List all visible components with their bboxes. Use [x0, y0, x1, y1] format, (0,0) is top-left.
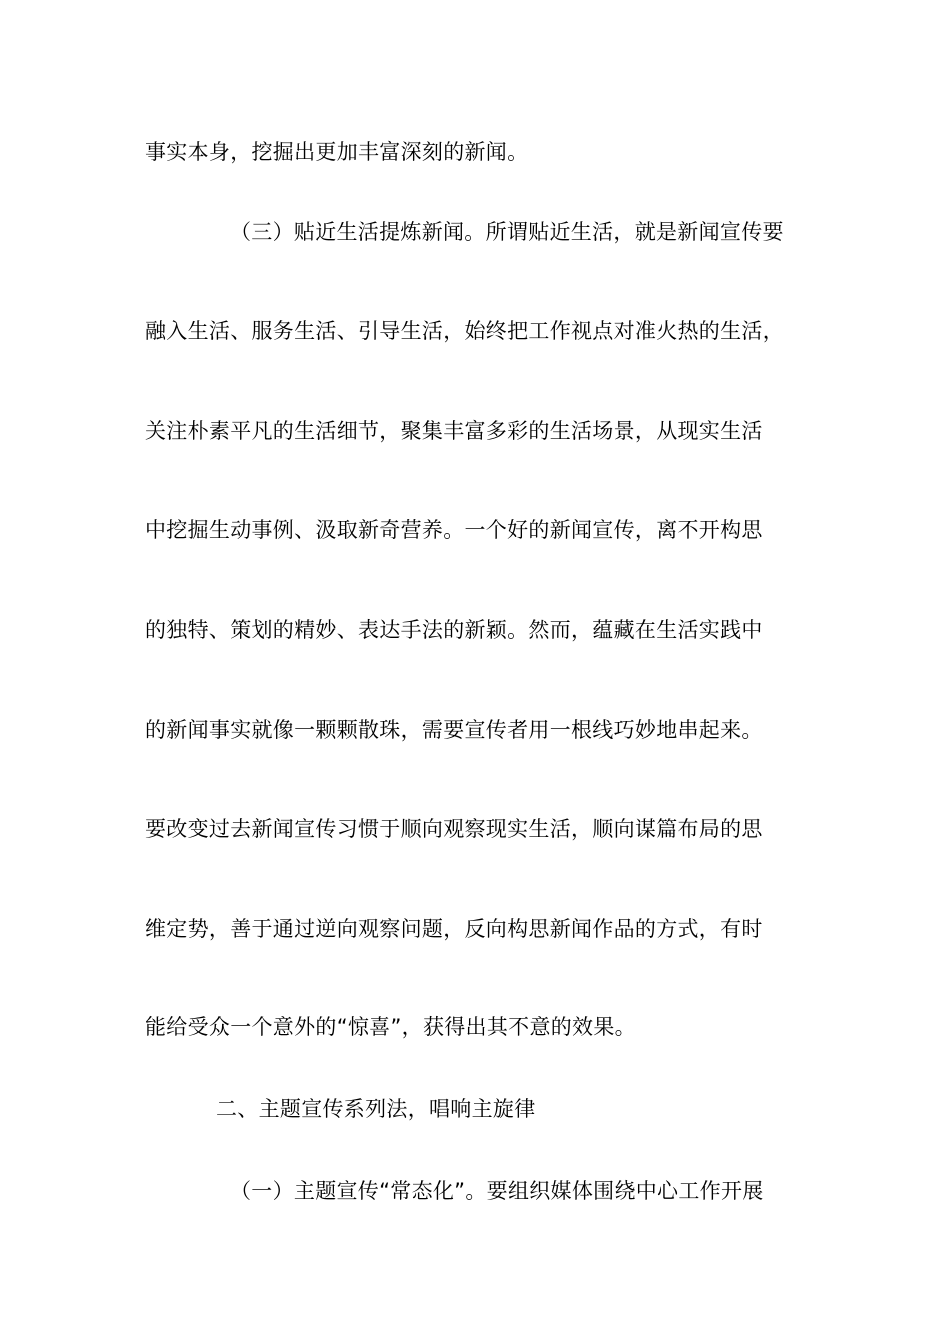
paragraph-line: 融入生活、服务生活、引导生活，始终把工作视点对准火热的生活， [145, 319, 784, 343]
paragraph-line: 要改变过去新闻宣传习惯于顺向观察现实生活，顺向谋篇布局的思 [145, 817, 763, 841]
paragraph-line: 中挖掘生动事例、汲取新奇营养。一个好的新闻宣传，离不开构思 [145, 518, 763, 542]
section-heading-line: （三）贴近生活提炼新闻。所谓贴近生活，就是新闻宣传要 [230, 220, 784, 244]
paragraph-line: 事实本身，挖掘出更加丰富深刻的新闻。 [145, 140, 529, 164]
paragraph-line: 的新闻事实就像一颗颗散珠，需要宣传者用一根线巧妙地串起来。 [145, 718, 763, 742]
chapter-heading: 二、主题宣传系列法，唱响主旋律 [216, 1097, 536, 1121]
paragraph-line: 关注朴素平凡的生活细节，聚集丰富多彩的生活场景，从现实生活 [145, 419, 763, 443]
paragraph-line: 能给受众一个意外的“惊喜”，获得出其不意的效果。 [145, 1015, 636, 1039]
paragraph-line: 维定势，善于通过逆向观察问题，反向构思新闻作品的方式，有时 [145, 917, 763, 941]
section-heading-line: （一）主题宣传“常态化”。要组织媒体围绕中心工作开展 [230, 1179, 764, 1203]
paragraph-line: 的独特、策划的精妙、表达手法的新颖。然而，蕴藏在生活实践中 [145, 618, 763, 642]
